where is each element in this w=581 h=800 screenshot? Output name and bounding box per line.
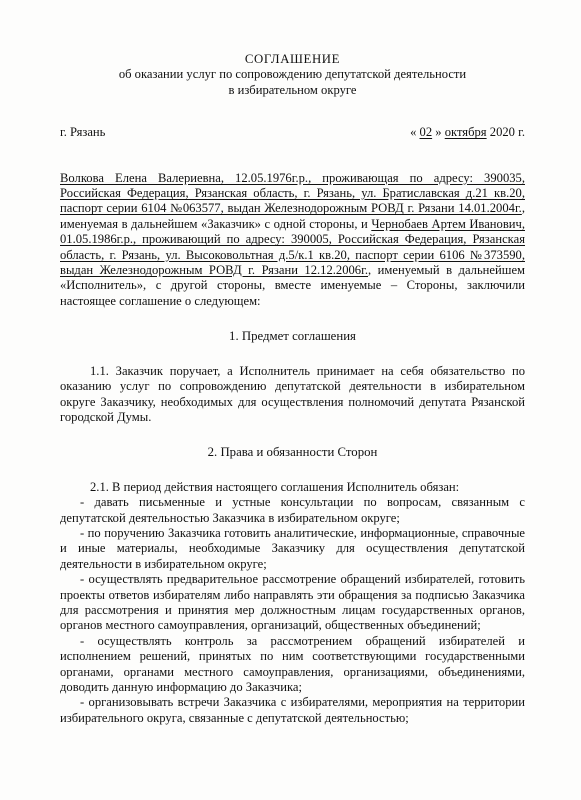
city-label: г. Рязань	[60, 125, 106, 140]
date-month: октября	[444, 125, 487, 140]
section1-heading: 1. Предмет соглашения	[229, 329, 356, 344]
party1-details: Волкова Елена Валериевна, 12.05.1976г.р., проживающая по адресу: 390035, Российская Федерация, Рязанская область, г. Рязань, ул. Братиславская д.21 кв.20, паспорт серии 6104 №063577, выдан Железнодорожным РОВД г. Рязани 14.01.2004г.	[60, 170, 525, 216]
party2-details: Чернобаев Артем Иванович, 01.05.1986г.р., проживающий по адресу: 390005, Российская Федерация, Рязанская область, г. Рязань, ул. Высоковольтная д.5/к.1 кв.20, паспорт серии 6106 №373590, выдан Железнодорожным РОВД г. Рязани 12.12.2006г.	[60, 216, 525, 278]
parties-intro-paragraph	[60, 171, 525, 310]
obligation-item: - осуществлять предварительное рассмотрение обращений избирателей, готовить проекты ответов избирателям либо направлять эти обращения за подписью Заказчика для рассмотрения и принятия мер должностным лицам государственных органов, органов местного самоуправления, организаций, общественных объединений;	[60, 572, 525, 633]
date-close-quote: »	[435, 125, 442, 140]
clause-2-1: 2.1. В период действия настоящего соглашения Исполнитель обязан:	[90, 479, 460, 494]
party2-role: , именуемый в дальнейшем «Исполнитель», с другой стороны, вместе именуемые – Стороны, заключили настоящее соглашение о следующем:	[60, 263, 526, 308]
document-title: СОГЛАШЕНИЕ	[244, 52, 341, 66]
obligation-item: - организовывать встречи Заказчика с избирателями, мероприятия на территории избирательного округа, связанные с депутатской деятельностью;	[60, 695, 525, 725]
document-subtitle-line2: в избирательном округе	[228, 82, 357, 97]
section2-heading: 2. Права и обязанности Сторон	[207, 445, 378, 460]
date-year: 2020 г.	[489, 125, 525, 140]
party1-role: , именуемая в дальнейшем «Заказчик» с одной стороны, и	[60, 201, 525, 231]
obligation-item: - осуществлять контроль за рассмотрением обращений избирателей и исполнением решений, принятых по ним соответствующими государственными органами, органами местного самоуправления, организациями, объединениями, доводить данную информацию до Заказчика;	[60, 633, 525, 694]
clause-1-1: 1.1. Заказчик поручает, а Исполнитель принимает на себя обязательство по оказанию услуг по сопровождению депутатской деятельности в избирательном округе Заказчику, необходимых для осуществления полномочий депутата Рязанской городской Думы.	[60, 363, 525, 424]
obligation-item: - по поручению Заказчика готовить аналитические, информационные, справочные и иные материалы, необходимые Заказчику для осуществления депутатской деятельности в избирательном округе;	[60, 525, 525, 571]
agreement-date	[410, 125, 525, 140]
place-date-row	[60, 125, 525, 140]
date-day: 02	[419, 125, 433, 140]
document-subtitle-line1: об оказании услуг по сопровождению депутатской деятельности	[118, 67, 467, 82]
obligation-item: - давать письменные и устные консультации по вопросам, связанным с депутатской деятельностью Заказчика в избирательном округе;	[60, 495, 525, 525]
date-open-quote: «	[410, 125, 417, 140]
